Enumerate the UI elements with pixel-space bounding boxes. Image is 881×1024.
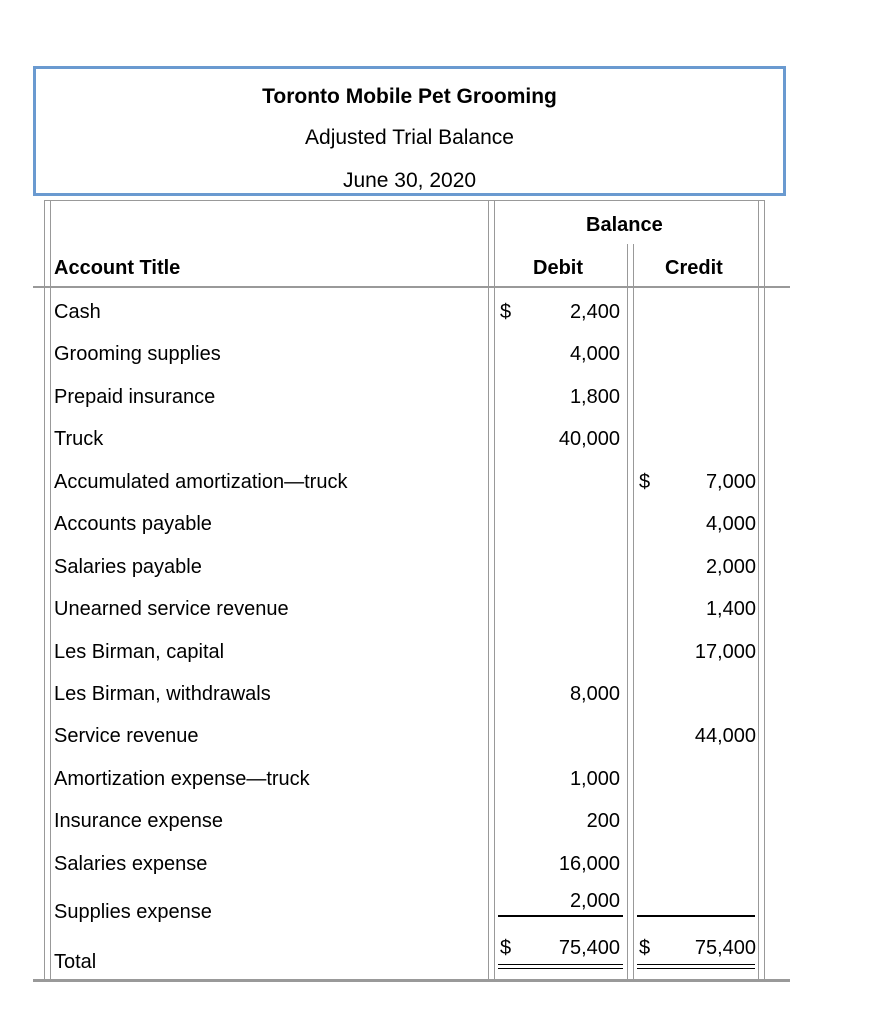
debit-amount: 8,000 bbox=[569, 683, 620, 705]
debit-amount: 16,000 bbox=[558, 853, 620, 875]
debit-amount: 200 bbox=[586, 810, 620, 832]
balance-header: Balance bbox=[586, 214, 663, 236]
total-credit: 75,400 bbox=[694, 937, 756, 959]
account-name: Accumulated amortization—truck bbox=[54, 471, 348, 493]
company-name: Toronto Mobile Pet Grooming bbox=[262, 85, 557, 108]
account-name: Les Birman, withdrawals bbox=[54, 683, 271, 705]
statement-title: Adjusted Trial Balance bbox=[305, 126, 514, 149]
account-name: Les Birman, capital bbox=[54, 641, 225, 663]
debit-amount: 2,000 bbox=[569, 890, 620, 912]
credit-amount: 4,000 bbox=[705, 513, 756, 535]
statement-date: June 30, 2020 bbox=[342, 169, 477, 192]
statement-header bbox=[33, 66, 786, 196]
debit-amount: 4,000 bbox=[569, 343, 620, 365]
credit-amount: 7,000 bbox=[705, 471, 756, 493]
account-title-header: Account Title bbox=[54, 257, 181, 279]
credit-amount: 1,400 bbox=[705, 598, 756, 620]
credit-amount: 17,000 bbox=[694, 641, 756, 663]
debit-amount: 2,400 bbox=[569, 301, 620, 323]
debit-amount: 1,800 bbox=[569, 386, 620, 408]
account-name: Service revenue bbox=[54, 725, 199, 747]
total-label: Total bbox=[54, 951, 97, 973]
account-name: Grooming supplies bbox=[54, 343, 221, 365]
credit-header: Credit bbox=[665, 257, 723, 279]
account-name: Truck bbox=[54, 428, 104, 450]
credit-amount: 44,000 bbox=[694, 725, 756, 747]
account-name: Supplies expense bbox=[54, 901, 212, 923]
account-name: Salaries expense bbox=[54, 853, 208, 875]
account-name: Insurance expense bbox=[54, 810, 224, 832]
dollar-sign: $ bbox=[500, 937, 512, 959]
debit-header: Debit bbox=[533, 257, 583, 279]
account-name: Cash bbox=[54, 301, 101, 323]
account-name: Prepaid insurance bbox=[54, 386, 216, 408]
account-name: Amortization expense—truck bbox=[54, 768, 310, 790]
dollar-sign: $ bbox=[639, 471, 651, 493]
dollar-sign: $ bbox=[500, 301, 512, 323]
account-name: Salaries payable bbox=[54, 556, 202, 578]
debit-amount: 1,000 bbox=[569, 768, 620, 790]
dollar-sign: $ bbox=[639, 937, 651, 959]
credit-amount: 2,000 bbox=[705, 556, 756, 578]
account-name: Accounts payable bbox=[54, 513, 212, 535]
debit-amount: 40,000 bbox=[558, 428, 620, 450]
total-debit: 75,400 bbox=[558, 937, 620, 959]
account-name: Unearned service revenue bbox=[54, 598, 289, 620]
